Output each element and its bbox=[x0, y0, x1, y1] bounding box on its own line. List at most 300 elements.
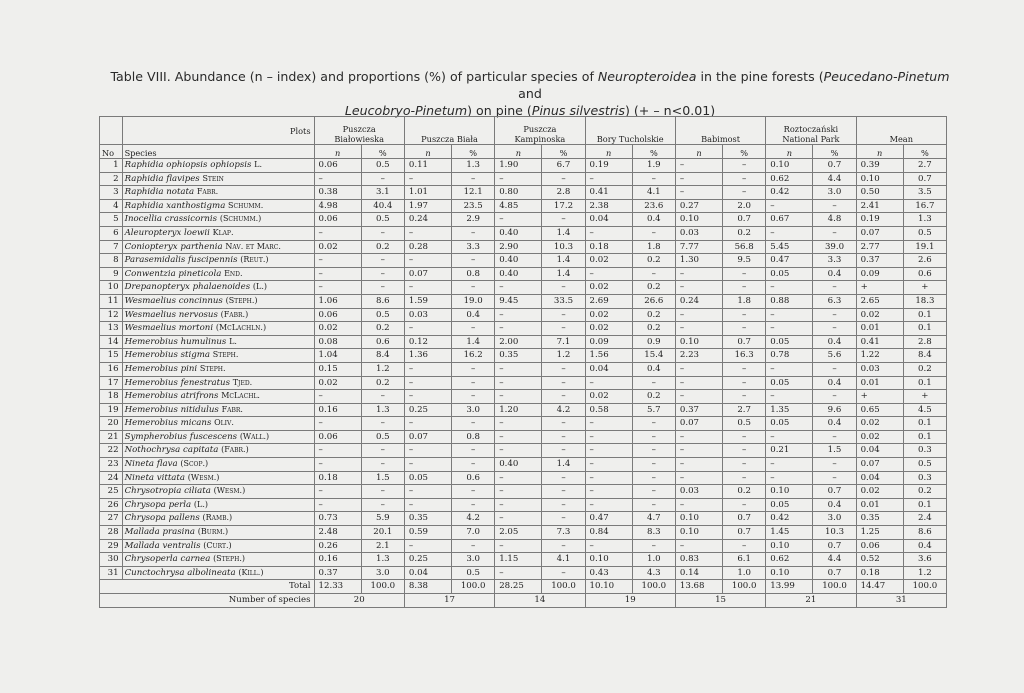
value-percent: 0.2 bbox=[632, 390, 675, 404]
value-percent: 39.0 bbox=[813, 240, 856, 254]
value-n: – bbox=[766, 471, 813, 485]
value-n: – bbox=[675, 430, 722, 444]
value-percent: 1.8 bbox=[723, 294, 766, 308]
value-percent: 3.5 bbox=[903, 186, 946, 200]
table-row bbox=[100, 267, 947, 281]
value-percent: – bbox=[813, 308, 856, 322]
value-percent: – bbox=[361, 267, 404, 281]
header-sub-percent: % bbox=[632, 145, 675, 159]
value-n: 0.88 bbox=[766, 294, 813, 308]
value-n: 0.02 bbox=[314, 376, 361, 390]
value-n: – bbox=[495, 471, 542, 485]
value-percent: – bbox=[723, 430, 766, 444]
value-percent: 1.9 bbox=[632, 159, 675, 173]
row-number: 14 bbox=[100, 335, 123, 349]
value-percent: 0.2 bbox=[723, 485, 766, 499]
header-row-sub bbox=[100, 145, 947, 159]
value-n: – bbox=[404, 254, 451, 268]
value-n: 0.40 bbox=[495, 458, 542, 472]
header-sub-n: n bbox=[314, 145, 361, 159]
value-n: 0.42 bbox=[766, 512, 813, 526]
value-percent: 4.8 bbox=[813, 213, 856, 227]
species-name: Raphidia ophiopsis ophiopsis bbox=[124, 160, 252, 170]
row-number: 31 bbox=[100, 566, 123, 580]
value-percent: – bbox=[723, 267, 766, 281]
value-percent: 0.8 bbox=[452, 267, 495, 281]
value-percent: 1.0 bbox=[632, 553, 675, 567]
row-number: 4 bbox=[100, 199, 123, 213]
value-n: – bbox=[314, 267, 361, 281]
value-percent: 0.4 bbox=[813, 376, 856, 390]
value-n: – bbox=[495, 566, 542, 580]
value-percent: 1.3 bbox=[361, 553, 404, 567]
species-cell bbox=[122, 267, 314, 281]
species-count-value: 20 bbox=[314, 594, 404, 608]
header-site: Bory Tucholskie bbox=[585, 117, 675, 145]
value-n: – bbox=[495, 444, 542, 458]
caption-text-3: and bbox=[518, 86, 542, 101]
value-percent: 0.5 bbox=[723, 417, 766, 431]
value-percent: 0.4 bbox=[813, 335, 856, 349]
value-n: 0.24 bbox=[404, 213, 451, 227]
header-site: Babimost bbox=[675, 117, 765, 145]
species-count-value: 15 bbox=[675, 594, 765, 608]
row-number: 26 bbox=[100, 498, 123, 512]
value-n: – bbox=[404, 485, 451, 499]
header-site: Mean bbox=[856, 117, 946, 145]
value-percent: 7.1 bbox=[542, 335, 585, 349]
value-n: 0.02 bbox=[856, 417, 903, 431]
value-percent: – bbox=[813, 199, 856, 213]
row-number: 21 bbox=[100, 430, 123, 444]
value-percent: 4.4 bbox=[813, 172, 856, 186]
value-percent: 0.2 bbox=[361, 322, 404, 336]
species-cell bbox=[122, 553, 314, 567]
value-n: 0.65 bbox=[856, 403, 903, 417]
value-n: – bbox=[675, 390, 722, 404]
species-name: Raphidia flavipes bbox=[124, 173, 200, 184]
value-percent: 0.7 bbox=[903, 172, 946, 186]
value-n: 0.01 bbox=[856, 376, 903, 390]
species-name: Coniopteryx parthenia bbox=[124, 241, 223, 252]
value-percent: 0.1 bbox=[903, 417, 946, 431]
value-n: 0.04 bbox=[585, 213, 632, 227]
value-n: 0.41 bbox=[856, 335, 903, 349]
table-row bbox=[100, 498, 947, 512]
value-percent: – bbox=[632, 417, 675, 431]
row-number: 19 bbox=[100, 403, 123, 417]
value-percent: – bbox=[542, 172, 585, 186]
table-row bbox=[100, 349, 947, 363]
value-percent: 8.3 bbox=[632, 526, 675, 540]
value-n: 0.05 bbox=[766, 417, 813, 431]
value-n: – bbox=[495, 390, 542, 404]
value-percent: 0.4 bbox=[813, 267, 856, 281]
value-n: – bbox=[404, 281, 451, 295]
value-n: 2.38 bbox=[585, 199, 632, 213]
value-percent: 0.7 bbox=[813, 485, 856, 499]
value-n: 0.06 bbox=[314, 213, 361, 227]
value-n: 0.03 bbox=[675, 226, 722, 240]
value-n: – bbox=[766, 322, 813, 336]
header-site: Puszcza Biała bbox=[404, 117, 494, 145]
row-number: 6 bbox=[100, 226, 123, 240]
value-percent: – bbox=[813, 281, 856, 295]
value-n: 0.07 bbox=[856, 458, 903, 472]
value-percent: 5.9 bbox=[361, 512, 404, 526]
value-percent: 7.3 bbox=[542, 526, 585, 540]
value-percent: 3.1 bbox=[361, 186, 404, 200]
species-author: Fabr. bbox=[221, 404, 243, 414]
value-percent: 0.5 bbox=[903, 226, 946, 240]
value-percent: 0.2 bbox=[903, 362, 946, 376]
value-percent: 33.5 bbox=[542, 294, 585, 308]
value-n: 1.22 bbox=[856, 349, 903, 363]
value-percent: 1.3 bbox=[361, 403, 404, 417]
value-n: 0.05 bbox=[766, 376, 813, 390]
value-percent: 4.5 bbox=[903, 403, 946, 417]
total-value: 13.68 bbox=[675, 580, 722, 594]
value-percent: 26.6 bbox=[632, 294, 675, 308]
row-number: 30 bbox=[100, 553, 123, 567]
value-percent: – bbox=[361, 254, 404, 268]
table-row bbox=[100, 471, 947, 485]
value-percent: 0.5 bbox=[452, 566, 495, 580]
value-n: 0.18 bbox=[856, 566, 903, 580]
species-author: (Fabr.) bbox=[220, 309, 249, 319]
value-percent: – bbox=[723, 376, 766, 390]
species-cell bbox=[122, 172, 314, 186]
value-percent: – bbox=[452, 539, 495, 553]
header-plots: Plots bbox=[122, 117, 314, 145]
value-percent: – bbox=[632, 444, 675, 458]
value-n: – bbox=[675, 159, 722, 173]
value-n: – bbox=[314, 444, 361, 458]
value-n: 0.12 bbox=[404, 335, 451, 349]
value-percent: – bbox=[452, 417, 495, 431]
value-percent: 16.2 bbox=[452, 349, 495, 363]
row-number: 7 bbox=[100, 240, 123, 254]
species-cell bbox=[122, 294, 314, 308]
value-percent: 0.2 bbox=[632, 308, 675, 322]
value-n: – bbox=[766, 430, 813, 444]
value-percent: 0.7 bbox=[723, 213, 766, 227]
value-n: 0.19 bbox=[856, 213, 903, 227]
species-name: Hemerobius humulinus bbox=[124, 336, 227, 347]
species-author: Klap. bbox=[212, 227, 234, 237]
value-percent: 3.0 bbox=[813, 512, 856, 526]
table-row bbox=[100, 308, 947, 322]
value-n: 0.02 bbox=[585, 390, 632, 404]
value-n: 0.10 bbox=[675, 512, 722, 526]
value-percent: 0.3 bbox=[903, 444, 946, 458]
value-percent: – bbox=[361, 485, 404, 499]
value-percent: 0.2 bbox=[632, 281, 675, 295]
header-site: Puszcza Białowieska bbox=[314, 117, 404, 145]
value-n: 0.07 bbox=[404, 267, 451, 281]
value-n: – bbox=[314, 254, 361, 268]
value-n: 1.25 bbox=[856, 526, 903, 540]
value-n: 0.04 bbox=[856, 444, 903, 458]
value-n: 0.02 bbox=[314, 322, 361, 336]
value-n: – bbox=[314, 172, 361, 186]
value-percent: 5.7 bbox=[632, 403, 675, 417]
row-number: 17 bbox=[100, 376, 123, 390]
value-n: – bbox=[766, 362, 813, 376]
value-percent: – bbox=[813, 390, 856, 404]
value-percent: 10.3 bbox=[813, 526, 856, 540]
value-percent: – bbox=[542, 390, 585, 404]
species-author: Steph. bbox=[199, 363, 226, 373]
total-value: 100.0 bbox=[903, 580, 946, 594]
total-value: 100.0 bbox=[361, 580, 404, 594]
value-percent: 0.2 bbox=[723, 226, 766, 240]
value-n: 1.04 bbox=[314, 349, 361, 363]
value-percent: 5.6 bbox=[813, 349, 856, 363]
value-n: 0.37 bbox=[314, 566, 361, 580]
value-n: – bbox=[404, 417, 451, 431]
value-n: 0.18 bbox=[314, 471, 361, 485]
species-cell bbox=[122, 390, 314, 404]
value-n: 0.09 bbox=[856, 267, 903, 281]
value-percent: – bbox=[542, 362, 585, 376]
value-n: 1.20 bbox=[495, 403, 542, 417]
value-percent: 0.4 bbox=[813, 498, 856, 512]
value-n: 4.98 bbox=[314, 199, 361, 213]
value-n: 1.56 bbox=[585, 349, 632, 363]
value-percent: – bbox=[542, 213, 585, 227]
value-n: 0.43 bbox=[585, 566, 632, 580]
value-percent: – bbox=[542, 485, 585, 499]
species-cell bbox=[122, 308, 314, 322]
value-n: – bbox=[675, 172, 722, 186]
value-percent: – bbox=[723, 498, 766, 512]
species-name: Hemerobius nitidulus bbox=[124, 404, 219, 415]
value-n: 2.41 bbox=[856, 199, 903, 213]
caption-association-2: Leucobryo-Pinetum bbox=[344, 103, 468, 118]
value-percent: – bbox=[813, 471, 856, 485]
species-cell bbox=[122, 199, 314, 213]
table-row bbox=[100, 159, 947, 173]
value-percent: 1.5 bbox=[813, 444, 856, 458]
value-percent: 0.7 bbox=[723, 512, 766, 526]
species-cell bbox=[122, 159, 314, 173]
row-number: 24 bbox=[100, 471, 123, 485]
species-count-value: 19 bbox=[585, 594, 675, 608]
value-percent: 8.4 bbox=[361, 349, 404, 363]
value-n: 0.07 bbox=[404, 430, 451, 444]
value-percent: – bbox=[452, 362, 495, 376]
value-percent: 0.1 bbox=[903, 308, 946, 322]
value-n: 0.19 bbox=[585, 159, 632, 173]
value-percent: 1.4 bbox=[542, 267, 585, 281]
value-n: 4.85 bbox=[495, 199, 542, 213]
species-name: Conwentzia pineticola bbox=[124, 268, 222, 279]
header-sub-percent: % bbox=[813, 145, 856, 159]
total-value: 10.10 bbox=[585, 580, 632, 594]
value-n: 0.38 bbox=[314, 186, 361, 200]
value-percent: 8.6 bbox=[903, 526, 946, 540]
species-cell bbox=[122, 403, 314, 417]
row-number: 5 bbox=[100, 213, 123, 227]
value-n: 0.10 bbox=[675, 526, 722, 540]
value-percent: 4.7 bbox=[632, 512, 675, 526]
species-name: Drepanopteryx phalaenoides bbox=[124, 282, 251, 293]
value-n: 0.78 bbox=[766, 349, 813, 363]
value-n: – bbox=[404, 498, 451, 512]
species-count-row bbox=[100, 594, 947, 608]
value-percent: – bbox=[452, 322, 495, 336]
value-percent: 2.7 bbox=[903, 159, 946, 173]
value-percent: 1.2 bbox=[361, 362, 404, 376]
value-n: 2.77 bbox=[856, 240, 903, 254]
value-n: – bbox=[404, 172, 451, 186]
table-row bbox=[100, 226, 947, 240]
value-n: – bbox=[585, 485, 632, 499]
value-percent: – bbox=[542, 376, 585, 390]
value-percent: 0.2 bbox=[632, 322, 675, 336]
value-n: – bbox=[766, 308, 813, 322]
value-percent: – bbox=[452, 226, 495, 240]
value-n: – bbox=[404, 362, 451, 376]
value-percent: 2.4 bbox=[903, 512, 946, 526]
value-percent: – bbox=[361, 172, 404, 186]
value-n: 0.10 bbox=[766, 485, 813, 499]
value-n: 7.77 bbox=[675, 240, 722, 254]
table-row bbox=[100, 526, 947, 540]
value-percent: 1.2 bbox=[542, 349, 585, 363]
value-n: 0.42 bbox=[766, 186, 813, 200]
value-n: 2.65 bbox=[856, 294, 903, 308]
header-sub-n: n bbox=[585, 145, 632, 159]
value-n: 0.16 bbox=[314, 553, 361, 567]
value-percent: – bbox=[361, 458, 404, 472]
row-number: 2 bbox=[100, 172, 123, 186]
value-n: – bbox=[766, 281, 813, 295]
value-percent: – bbox=[723, 186, 766, 200]
row-number: 16 bbox=[100, 362, 123, 376]
total-value: 100.0 bbox=[632, 580, 675, 594]
value-percent: 2.8 bbox=[542, 186, 585, 200]
species-name: Hemerobius fenestratus bbox=[124, 377, 230, 388]
value-n: 0.02 bbox=[585, 254, 632, 268]
caption-text-1: Table VIII. Abundance (n – index) and proportions (%) of particular species of bbox=[110, 69, 598, 84]
value-percent: 3.0 bbox=[813, 186, 856, 200]
value-percent: 2.6 bbox=[903, 254, 946, 268]
value-percent: 4.1 bbox=[542, 553, 585, 567]
table-row bbox=[100, 512, 947, 526]
value-percent: 0.6 bbox=[903, 267, 946, 281]
value-n: 0.26 bbox=[314, 539, 361, 553]
value-n: 0.50 bbox=[856, 186, 903, 200]
total-value: 14.47 bbox=[856, 580, 903, 594]
value-n: 0.02 bbox=[585, 308, 632, 322]
value-n: – bbox=[404, 322, 451, 336]
species-count-value: 21 bbox=[766, 594, 856, 608]
header-site: Roztoczański National Park bbox=[766, 117, 856, 145]
table-row bbox=[100, 417, 947, 431]
value-n: – bbox=[766, 226, 813, 240]
value-n: – bbox=[675, 362, 722, 376]
row-number: 27 bbox=[100, 512, 123, 526]
value-percent: 9.5 bbox=[723, 254, 766, 268]
value-n: – bbox=[495, 485, 542, 499]
species-author: (Kill.) bbox=[238, 567, 264, 577]
value-percent: 0.4 bbox=[903, 539, 946, 553]
species-count-value: 17 bbox=[404, 594, 494, 608]
species-author: (L.) bbox=[193, 499, 209, 509]
species-name: Inocellia crassicornis bbox=[124, 214, 218, 225]
table-row bbox=[100, 430, 947, 444]
value-n: – bbox=[675, 444, 722, 458]
value-n: – bbox=[495, 362, 542, 376]
value-n: 0.15 bbox=[314, 362, 361, 376]
value-n: 0.35 bbox=[856, 512, 903, 526]
value-percent: 0.5 bbox=[361, 213, 404, 227]
species-name: Mallada ventralis bbox=[124, 540, 201, 551]
value-percent: 6.7 bbox=[542, 159, 585, 173]
table-row bbox=[100, 294, 947, 308]
value-n: 0.41 bbox=[585, 186, 632, 200]
table-row bbox=[100, 213, 947, 227]
species-cell bbox=[122, 213, 314, 227]
value-n: – bbox=[675, 322, 722, 336]
value-percent: – bbox=[632, 267, 675, 281]
value-n: 2.90 bbox=[495, 240, 542, 254]
species-cell bbox=[122, 566, 314, 580]
value-percent: – bbox=[723, 539, 766, 553]
value-n: 0.67 bbox=[766, 213, 813, 227]
species-name: Nineta vittata bbox=[124, 472, 185, 483]
value-percent: 0.2 bbox=[632, 254, 675, 268]
row-number: 3 bbox=[100, 186, 123, 200]
value-n: – bbox=[404, 444, 451, 458]
value-percent: – bbox=[452, 172, 495, 186]
header-site: Puszcza Kampinoska bbox=[495, 117, 585, 145]
value-n: 0.01 bbox=[856, 322, 903, 336]
value-n: 1.36 bbox=[404, 349, 451, 363]
value-percent: 0.4 bbox=[813, 417, 856, 431]
value-percent: 23.6 bbox=[632, 199, 675, 213]
value-n: 0.06 bbox=[314, 430, 361, 444]
value-percent: 0.2 bbox=[361, 376, 404, 390]
value-percent: – bbox=[632, 172, 675, 186]
species-cell bbox=[122, 485, 314, 499]
value-n: 0.01 bbox=[856, 498, 903, 512]
value-percent: 0.5 bbox=[361, 308, 404, 322]
value-n: 0.21 bbox=[766, 444, 813, 458]
value-n: – bbox=[495, 322, 542, 336]
species-cell bbox=[122, 430, 314, 444]
species-name: Wesmaelius mortoni bbox=[124, 323, 214, 334]
value-percent: 4.4 bbox=[813, 553, 856, 567]
species-cell bbox=[122, 444, 314, 458]
value-n: 1.45 bbox=[766, 526, 813, 540]
header-sub-percent: % bbox=[723, 145, 766, 159]
table-row bbox=[100, 186, 947, 200]
header-sub-n: n bbox=[766, 145, 813, 159]
caption-taxon: Neuropteroidea bbox=[597, 69, 697, 84]
table-caption bbox=[100, 68, 960, 119]
value-percent: – bbox=[632, 430, 675, 444]
total-value: 100.0 bbox=[723, 580, 766, 594]
value-percent: 12.1 bbox=[452, 186, 495, 200]
value-n: 0.02 bbox=[314, 240, 361, 254]
value-n: + bbox=[856, 281, 903, 295]
value-percent: – bbox=[723, 308, 766, 322]
value-n: 0.09 bbox=[585, 335, 632, 349]
value-percent: 1.3 bbox=[452, 159, 495, 173]
